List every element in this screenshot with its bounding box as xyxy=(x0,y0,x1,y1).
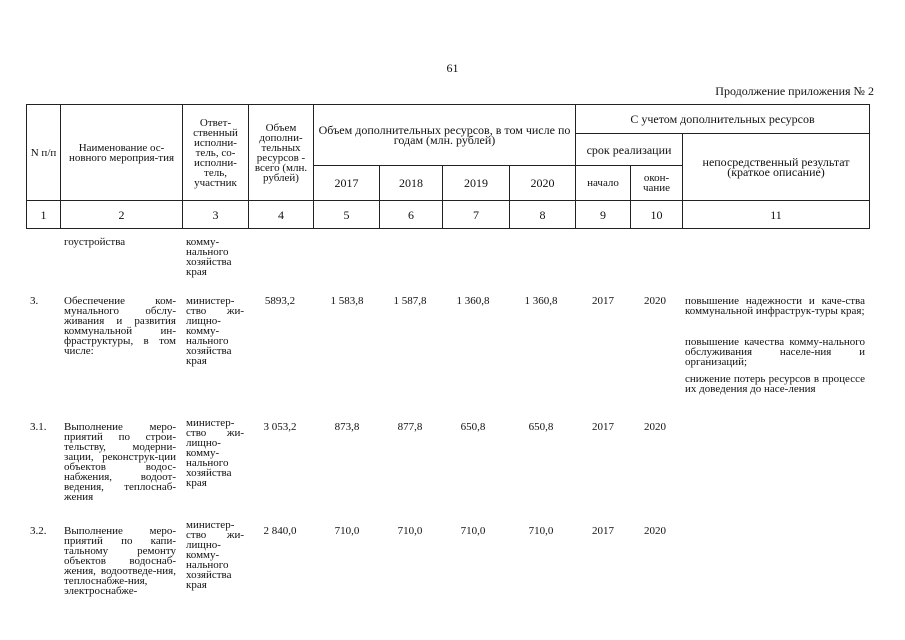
header-additional-group: С учетом дополнительных ресурсов xyxy=(576,105,870,134)
continuation-label: Продолжение приложения № 2 xyxy=(715,84,874,98)
column-number-11: 11 xyxy=(683,201,870,229)
column-number-6: 6 xyxy=(380,201,443,229)
row-2-total: 3 053,2 xyxy=(263,421,297,433)
row-3-total: 2 840,0 xyxy=(263,525,297,537)
row-3-y2017: 710,0 xyxy=(334,525,360,537)
column-number-5: 5 xyxy=(314,201,380,229)
row-3-name: Выполнение меро-приятий по капи-тальному ремонту объектов водоснаб-жения, водоотведе-ния, теплоснабже-ния, электроснабже- xyxy=(64,525,176,597)
column-number-1: 1 xyxy=(27,201,61,229)
header-name: Наименование ос-новного мероприя-тия xyxy=(61,105,183,201)
row-2-executor: министер-ство жи-лищно-комму-нального хозяйства края xyxy=(186,417,244,489)
column-number-7: 7 xyxy=(443,201,510,229)
header-executor: Ответ-ственный исполни-тель, со-исполни-тель, участник xyxy=(183,105,249,201)
row-1-result-3: снижение потерь ресурсов в процессе их доведения до насе-ления xyxy=(685,373,865,395)
header-years-group: Объем дополнительных ресурсов, в том числе по годам (млн. рублей) xyxy=(314,105,576,166)
row-1-y2020: 1 360,8 xyxy=(524,295,558,307)
row-2-y2018: 877,8 xyxy=(397,421,423,433)
header-year-2017: 2017 xyxy=(314,166,380,201)
row-0-name: гоустройства xyxy=(64,236,126,248)
row-3-y2019: 710,0 xyxy=(460,525,486,537)
header-start: начало xyxy=(576,166,631,201)
header-term-group: срок реализации xyxy=(576,134,683,166)
column-number-3: 3 xyxy=(183,201,249,229)
row-2-y2017: 873,8 xyxy=(334,421,360,433)
row-1-start: 2017 xyxy=(592,295,614,307)
row-1-name: Обеспечение ком-мунального обслу-живания и развития коммунальной ин-фраструктуры, в том числе: xyxy=(64,295,176,357)
row-2-y2019: 650,8 xyxy=(460,421,486,433)
row-0-executor: комму-нального хозяйства края xyxy=(186,236,232,278)
row-1-result-2: повышение качества комму-нального обслуживания населе-ния и организаций; xyxy=(685,336,865,368)
header-year-2020: 2020 xyxy=(510,166,576,201)
row-3-y2018: 710,0 xyxy=(397,525,423,537)
column-number-10: 10 xyxy=(631,201,683,229)
header-year-2019: 2019 xyxy=(443,166,510,201)
row-3-executor: министер-ство жи-лищно-комму-нального хозяйства края xyxy=(186,519,244,591)
row-3-start: 2017 xyxy=(592,525,614,537)
page-number: 61 xyxy=(446,61,459,75)
header-end: окон-чание xyxy=(631,166,683,201)
row-1-executor: министер-ство жи-лищно-комму-нального хозяйства края xyxy=(186,295,244,367)
row-1-end: 2020 xyxy=(644,295,666,307)
row-3-y2020: 710,0 xyxy=(528,525,554,537)
header-n: N п/п xyxy=(27,105,61,201)
row-1-y2017: 1 583,8 xyxy=(330,295,364,307)
row-1-y2018: 1 587,8 xyxy=(393,295,427,307)
row-3-end: 2020 xyxy=(644,525,666,537)
row-2-end: 2020 xyxy=(644,421,666,433)
row-1-result-1: повышение надежности и каче-ства коммунальной инфраструк-туры края; xyxy=(685,295,865,317)
row-2-start: 2017 xyxy=(592,421,614,433)
column-number-8: 8 xyxy=(510,201,576,229)
header-total: Объем дополни-тельных ресурсов - всего (млн. рублей) xyxy=(249,105,314,201)
column-number-9: 9 xyxy=(576,201,631,229)
row-1-total: 5893,2 xyxy=(264,295,296,307)
header-result: непосредственный результат (краткое описание) xyxy=(683,134,870,201)
row-2-number: 3.1. xyxy=(30,421,47,433)
column-number-4: 4 xyxy=(249,201,314,229)
row-2-name: Выполнение меро-приятий по строи-тельству, модерни-зации, реконструк-ции объектов водос-набжения, водоот-ведения, теплоснаб-жения xyxy=(64,421,176,503)
row-1-y2019: 1 360,8 xyxy=(456,295,490,307)
row-2-y2020: 650,8 xyxy=(528,421,554,433)
column-number-2: 2 xyxy=(61,201,183,229)
header-year-2018: 2018 xyxy=(380,166,443,201)
row-1-number: 3. xyxy=(30,295,39,307)
row-3-number: 3.2. xyxy=(30,525,47,537)
